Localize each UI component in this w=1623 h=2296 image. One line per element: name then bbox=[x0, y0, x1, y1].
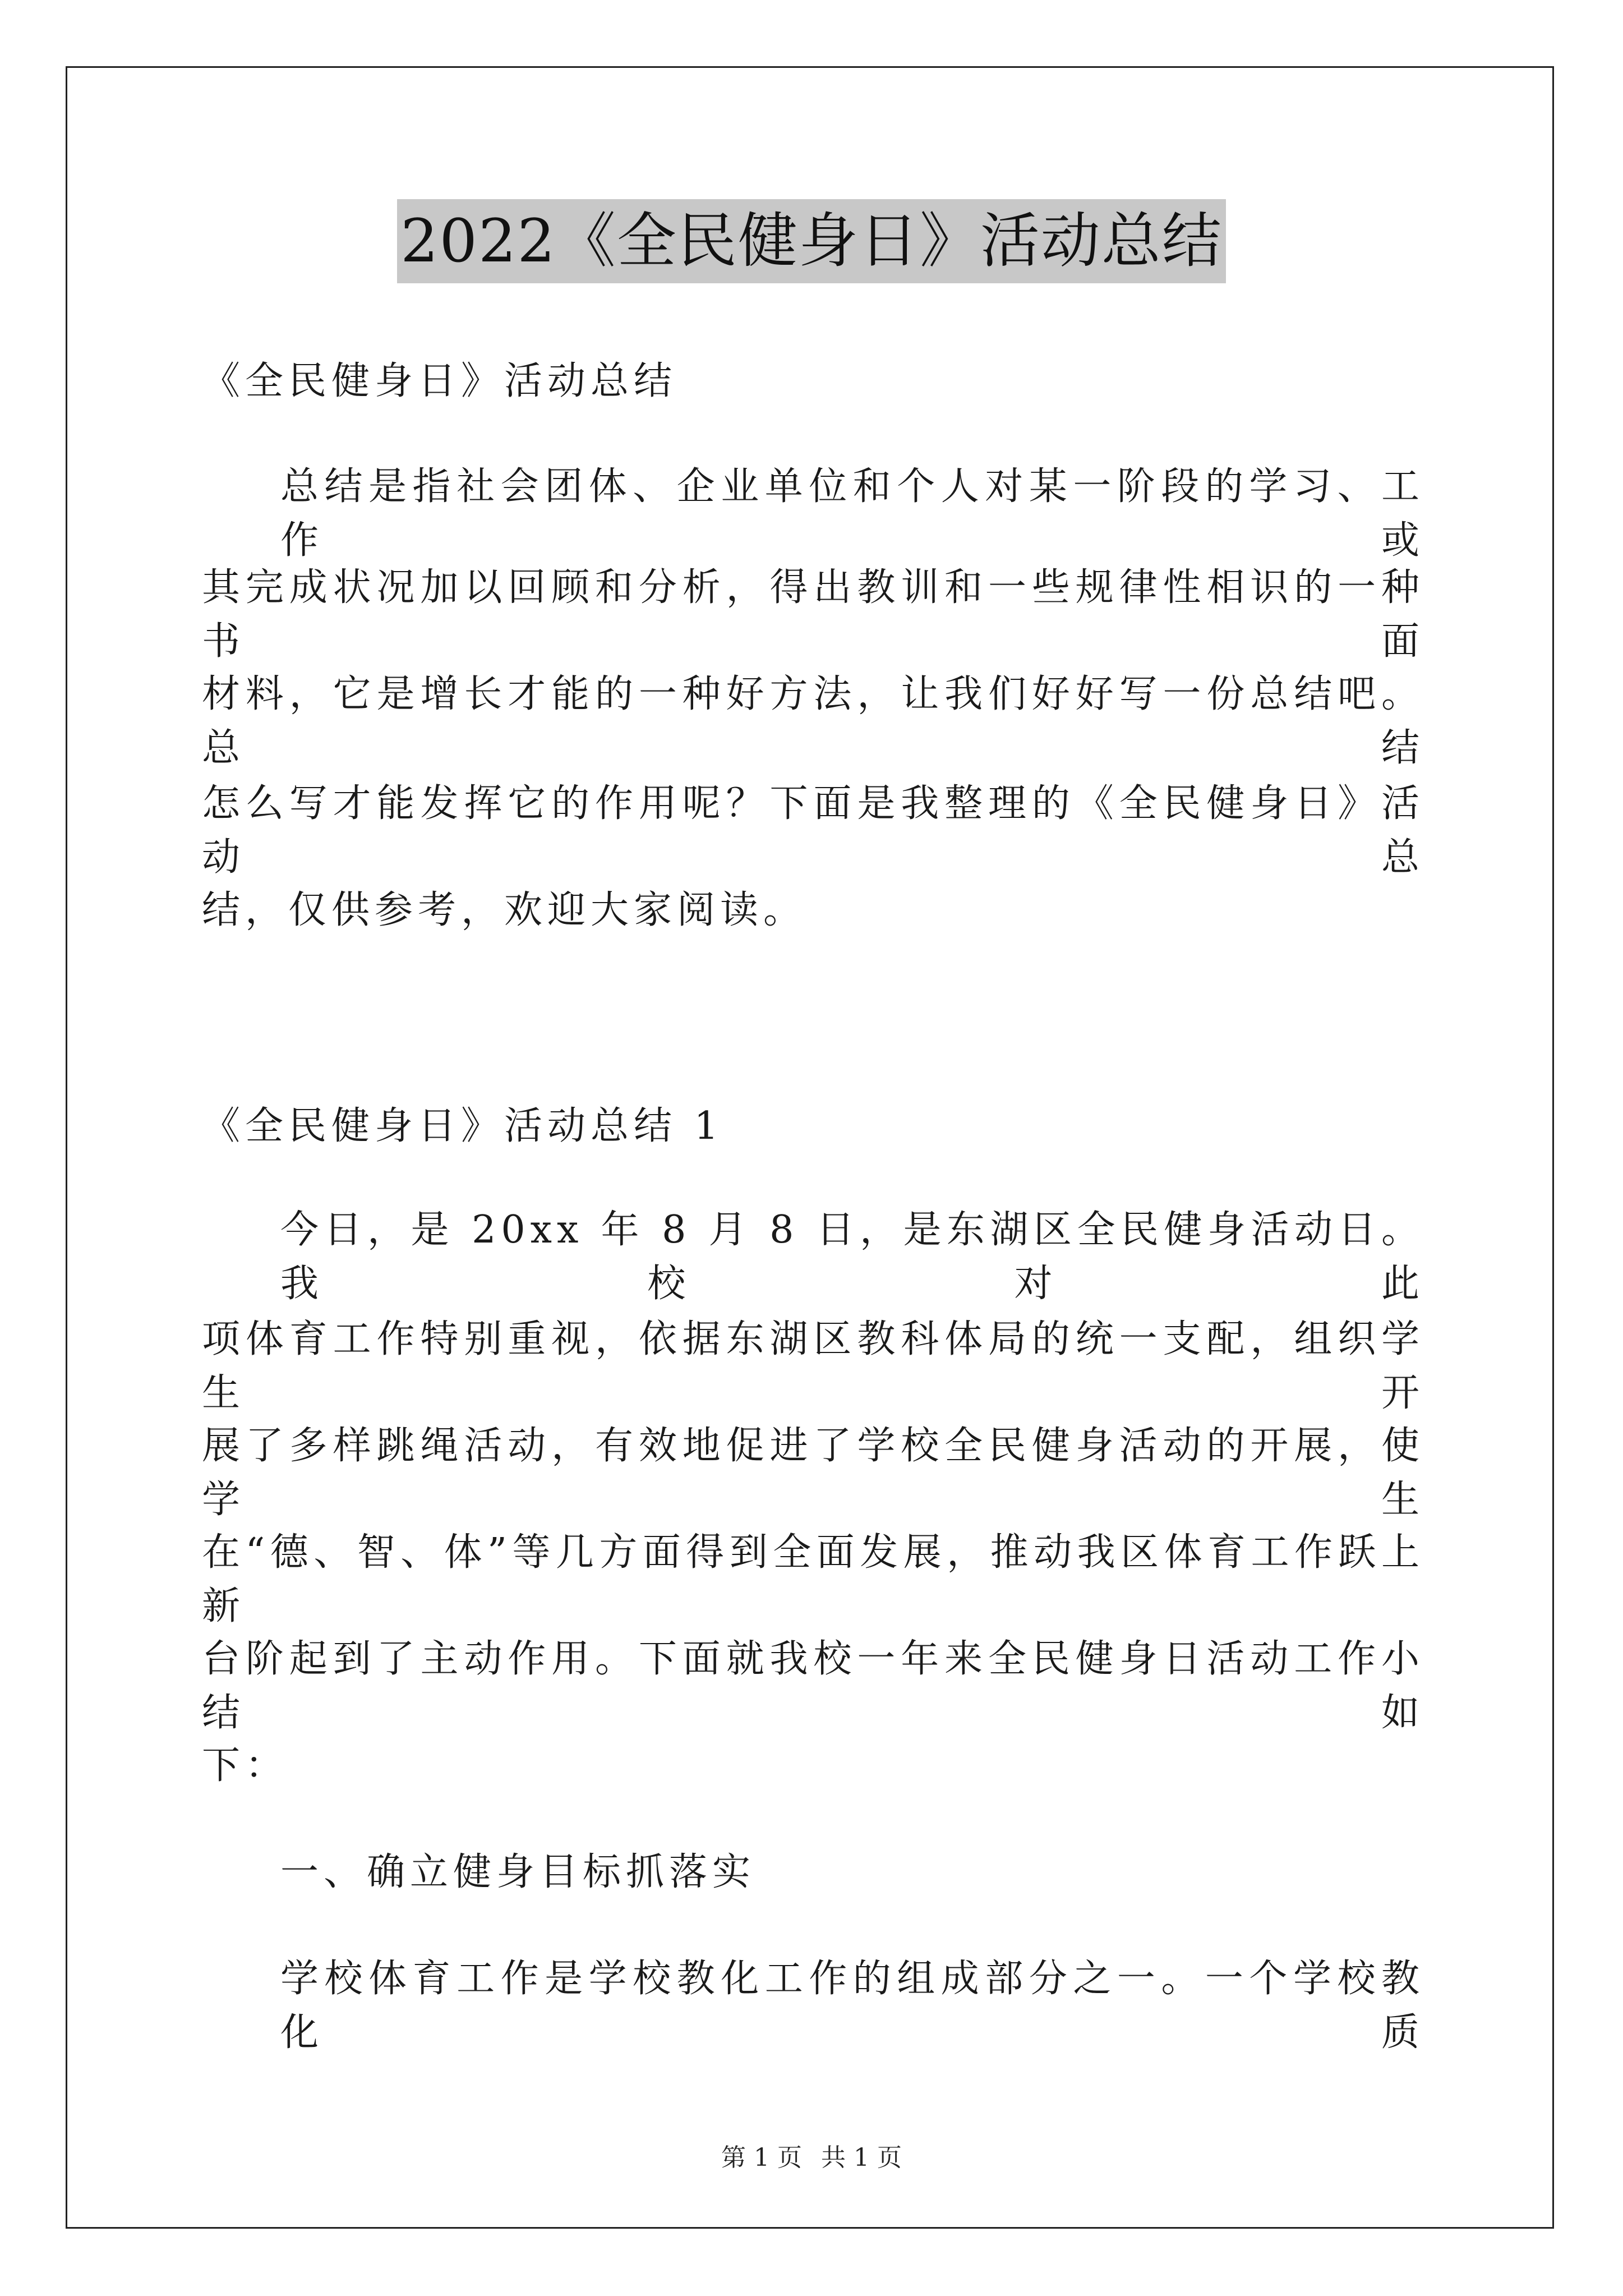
intro-line: 材料，它是增长才能的一种好方法，让我们好好写一份总结吧。总结 bbox=[202, 672, 1424, 770]
sub-heading: 一、确立健身目标抓落实 bbox=[280, 1850, 756, 1894]
page-total: 共 1 页 bbox=[821, 2143, 902, 2172]
page-number: 第 1 页 bbox=[721, 2143, 802, 2172]
section-line: 下： bbox=[202, 1743, 289, 1788]
page-footer bbox=[0, 2137, 1623, 2173]
body-line: 学校体育工作是学校教化工作的组成部分之一。一个学校教化质 bbox=[280, 1957, 1424, 2055]
subtitle: 《全民健身日》活动总结 bbox=[202, 359, 677, 403]
section-line: 展了多样跳绳活动，有效地促进了学校全民健身活动的开展，使学生 bbox=[202, 1424, 1424, 1522]
intro-line: 其完成状况加以回顾和分析，得出教训和一些规律性相识的一种书面 bbox=[202, 565, 1424, 664]
section-line: 今日，是 20xx 年 8 月 8 日，是东湖区全民健身活动日。我校对此 bbox=[280, 1208, 1424, 1306]
intro-line: 总结是指社会团体、企业单位和个人对某一阶段的学习、工作或 bbox=[280, 464, 1424, 563]
section-line: 台阶起到了主动作用。下面就我校一年来全民健身日活动工作小结如 bbox=[202, 1637, 1424, 1735]
intro-line: 结，仅供参考，欢迎大家阅读。 bbox=[202, 888, 807, 932]
section-line: 项体育工作特别重视，依据东湖区教科体局的统一支配，组织学生开 bbox=[202, 1317, 1424, 1415]
section-line: 在“德、智、体”等几方面得到全面发展，推动我区体育工作跃上新 bbox=[202, 1530, 1424, 1628]
intro-line: 怎么写才能发挥它的作用呢？下面是我整理的《全民健身日》活动总 bbox=[202, 781, 1424, 880]
title-wrap bbox=[0, 199, 1623, 283]
section-heading: 《全民健身日》活动总结 1 bbox=[202, 1104, 723, 1148]
document-title: 2022《全民健身日》活动总结 bbox=[397, 199, 1226, 283]
